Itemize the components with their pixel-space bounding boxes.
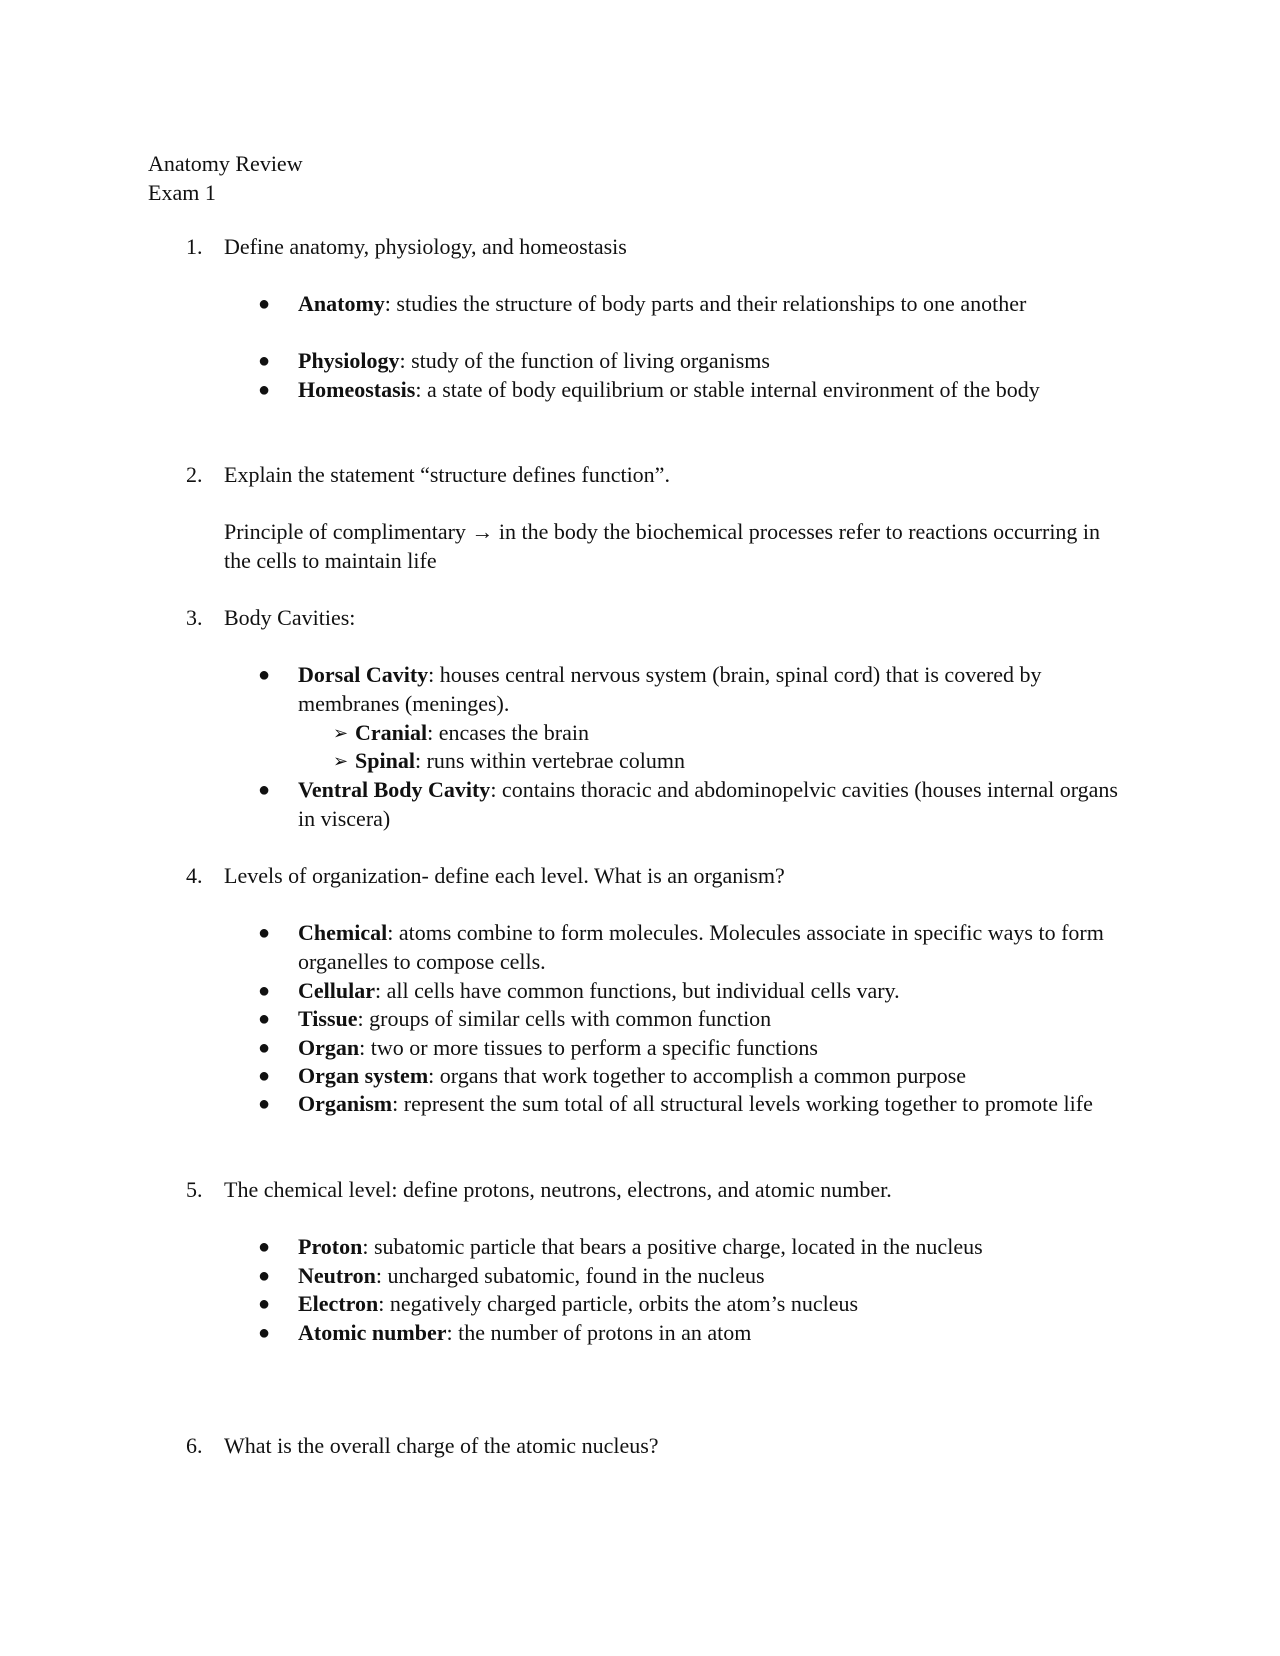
question-text: Body Cavities: bbox=[224, 605, 356, 630]
term: Chemical bbox=[298, 920, 388, 945]
definition: : two or more tissues to perform a specific functions bbox=[359, 1035, 818, 1060]
question-number: 6. bbox=[186, 1433, 203, 1458]
term: Organ bbox=[298, 1035, 360, 1060]
term: Cranial bbox=[355, 720, 428, 745]
document-header bbox=[148, 150, 303, 207]
definition: : contains thoracic and abdominopelvic cavities (houses internal organs in viscera) bbox=[298, 777, 1118, 831]
question-text: Levels of organization- define each level. What is an organism? bbox=[224, 863, 785, 888]
bullet-icon: ● bbox=[258, 980, 271, 1002]
bullet-icon: ● bbox=[258, 293, 271, 315]
term: Ventral Body Cavity bbox=[298, 777, 491, 802]
term: Homeostasis bbox=[298, 377, 416, 402]
term: Proton bbox=[298, 1234, 363, 1259]
document-title: Anatomy Review bbox=[148, 151, 303, 176]
definition: : negatively charged particle, orbits the atom’s nucleus bbox=[378, 1291, 859, 1316]
term: Atomic number bbox=[298, 1320, 447, 1345]
definition: : atoms combine to form molecules. Molecules associate in specific ways to form organelles to compose cells. bbox=[298, 920, 1104, 974]
arrow-bullet-icon: ➢ bbox=[333, 723, 349, 743]
bullet-icon: ● bbox=[258, 1093, 271, 1115]
term: Tissue bbox=[298, 1006, 358, 1031]
bullet-icon: ● bbox=[258, 922, 271, 944]
bullet-icon: ● bbox=[258, 1293, 271, 1315]
question-text: Define anatomy, physiology, and homeostasis bbox=[224, 234, 627, 259]
question-number: 5. bbox=[186, 1177, 203, 1202]
question-text: The chemical level: define protons, neutrons, electrons, and atomic number. bbox=[224, 1177, 892, 1202]
question-text: What is the overall charge of the atomic nucleus? bbox=[224, 1433, 659, 1458]
bullet-icon: ● bbox=[258, 1065, 271, 1087]
definition: : study of the function of living organisms bbox=[399, 348, 770, 373]
bullet-icon: ● bbox=[258, 1265, 271, 1287]
definition: : uncharged subatomic, found in the nucleus bbox=[375, 1263, 765, 1288]
question-number: 4. bbox=[186, 863, 203, 888]
definition: : encases the brain bbox=[427, 720, 589, 745]
bullet-icon: ● bbox=[258, 1322, 271, 1344]
term: Cellular bbox=[298, 978, 375, 1003]
definition: : all cells have common functions, but individual cells vary. bbox=[375, 978, 900, 1003]
definition: : the number of protons in an atom bbox=[446, 1320, 752, 1345]
definition: : houses central nervous system (brain, spinal cord) that is covered by membranes (meninges). bbox=[298, 662, 1042, 716]
term: Electron bbox=[298, 1291, 379, 1316]
term: Spinal bbox=[355, 748, 415, 773]
question-number: 1. bbox=[186, 234, 203, 259]
bullet-icon: ● bbox=[258, 1236, 271, 1258]
term: Organ system bbox=[298, 1063, 429, 1088]
question-number: 2. bbox=[186, 462, 203, 487]
bullet-icon: ● bbox=[258, 1008, 271, 1030]
definition: : groups of similar cells with common function bbox=[357, 1006, 772, 1031]
bullet-icon: ● bbox=[258, 779, 271, 801]
bullet-icon: ● bbox=[258, 1037, 271, 1059]
term: Physiology bbox=[298, 348, 400, 373]
bullet-icon: ● bbox=[258, 664, 271, 686]
definition: : organs that work together to accomplish a common purpose bbox=[428, 1063, 967, 1088]
answer-paragraph: Principle of complimentary → in the body the biochemical processes refer to reactions occurring in the cells to maintain life bbox=[224, 519, 1101, 573]
arrow-bullet-icon: ➢ bbox=[333, 751, 349, 771]
definition: : subatomic particle that bears a positive charge, located in the nucleus bbox=[362, 1234, 983, 1259]
definition: : a state of body equilibrium or stable internal environment of the body bbox=[415, 377, 1040, 402]
bullet-icon: ● bbox=[258, 350, 271, 372]
term: Dorsal Cavity bbox=[298, 662, 429, 687]
term: Organism bbox=[298, 1091, 393, 1116]
bullet-icon: ● bbox=[258, 379, 271, 401]
question-number: 3. bbox=[186, 605, 203, 630]
term: Anatomy bbox=[298, 291, 385, 316]
term: Neutron bbox=[298, 1263, 376, 1288]
definition: : runs within vertebrae column bbox=[414, 748, 685, 773]
question-text: Explain the statement “structure defines function”. bbox=[224, 462, 670, 487]
definition: : represent the sum total of all structural levels working together to promote life bbox=[392, 1091, 1093, 1116]
document-subtitle: Exam 1 bbox=[148, 179, 216, 205]
definition: : studies the structure of body parts and their relationships to one another bbox=[384, 291, 1027, 316]
